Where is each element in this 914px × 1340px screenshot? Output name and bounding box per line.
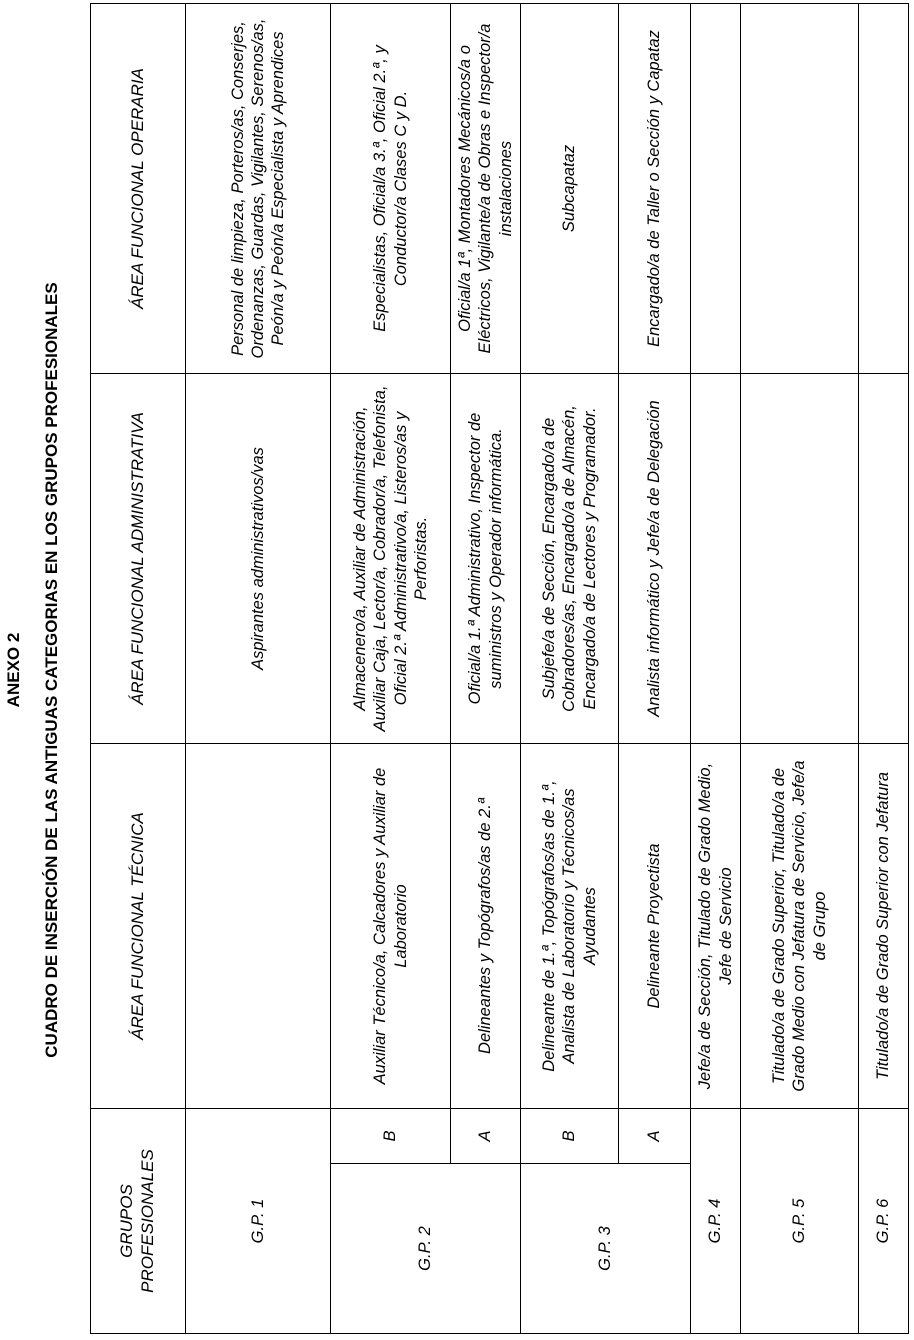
cell-gp2b-tecnica: Auxiliar Técnico/a, Calcadores y Auxiliar de Laboratorio [331,744,451,1109]
cell-gp4-tecnica: Jefe/a de Sección, Titulado de Grado Medio, Jefe de Servicio [691,744,741,1109]
header-operaria: ÁREA FUNCIONAL OPERARIA [91,4,186,374]
cell-gp2a-sub: A [451,1109,521,1164]
row-gp1 [186,4,331,1334]
cell-gp2b-administrativa: Almacenero/a, Auxiliar de Administración, Auxiliar Caja, Lector/a, Cobrador/a, Telefonista, Oficial 2.ª Administrativo/a, Listeros/as y Perforistas. [331,374,451,744]
cell-gp3a-operaria: Encargado/a de Taller o Sección y Capataz [619,4,691,374]
cell-gp1-group: G.P. 1 [186,1109,331,1334]
header-tecnica: ÁREA FUNCIONAL TÉCNICA [91,744,186,1109]
cell-gp1-tecnica [186,744,331,1109]
cell-gp3b-administrativa: Subjefe/a de Sección, Encargado/a de Cobradores/as, Encargado/a de Almacén, Encargado/a de Lectores y Programador. [521,374,619,744]
cell-gp6-group: G.P. 6 [859,1109,909,1334]
row-gp4 [691,4,741,1334]
cell-gp1-administrativa: Aspirantes administrativos/vas [186,374,331,744]
categories-table [90,3,909,1334]
annex-title: ANEXO 2 [4,632,23,708]
cell-gp3b-tecnica: Delineante de 1.ª, Topógrafos/as de 1.ª, Analista de Laboratorio y Técnicos/as Ayudantes [521,744,619,1109]
cell-gp2-group: G.P. 2 [331,1164,521,1334]
cell-gp3b-sub: B [521,1109,619,1164]
header-groups: GRUPOS PROFESIONALES [91,1109,186,1334]
cell-gp5-administrativa [741,374,859,744]
cell-gp6-administrativa [859,374,909,744]
cell-gp4-group: G.P. 4 [691,1109,741,1334]
row-gp2b [331,4,451,1334]
cell-gp3b-operaria: Subcapataz [521,4,619,374]
header-row [91,4,186,1334]
cell-gp5-group: G.P. 5 [741,1109,859,1334]
row-gp6 [859,4,909,1334]
cell-gp4-operaria [691,4,741,374]
cell-gp1-operaria: Personal de limpieza, Porteros/as, Conserjes, Ordenanzas, Guardas, Vigilantes, Serenos/as, Peón/a y Peón/a Especialista y Aprendices [186,4,331,374]
cell-gp3-group: G.P. 3 [521,1164,691,1334]
row-gp2a [451,4,521,1334]
cell-gp3a-sub: A [619,1109,691,1164]
cell-gp2b-operaria: Especialistas, Oficial/a 3.ª, Oficial 2.ª, y Conductor/a Clases C y D. [331,4,451,374]
cell-gp5-operaria [741,4,859,374]
cell-gp5-tecnica: Titulado/a de Grado Superior, Titulado/a de Grado Medio con Jefatura de Servicio, Jefe/a de Grupo [741,744,859,1109]
row-gp5 [741,4,859,1334]
cell-gp3a-tecnica: Delineante Proyectista [619,744,691,1109]
cell-gp2a-administrativa: Oficial/a 1.ª Administrativo, Inspector de suministros y Operador informática. [451,374,521,744]
cell-gp6-tecnica: Titulado/a de Grado Superior con Jefatura [859,744,909,1109]
row-gp3b [521,4,619,1334]
cell-gp6-operaria [859,4,909,374]
cell-gp2b-sub: B [331,1109,451,1164]
table-title: CUADRO DE INSERCIÓN DE LAS ANTIGUAS CATEGORIAS EN LOS GRUPOS PROFESIONALES [42,282,61,1058]
header-administrativa: ÁREA FUNCIONAL ADMINISTRATIVA [91,374,186,744]
cell-gp2a-tecnica: Delineantes y Topógrafos/as de 2.ª [451,744,521,1109]
cell-gp2a-operaria: Oficial/a 1ª, Montadores Mecánicos/a o Eléctricos, Vigilante/a de Obras e Inspector/a instalaciones [451,4,521,374]
cell-gp4-administrativa [691,374,741,744]
cell-gp3a-administrativa: Analista informático y Jefe/a de Delegación [619,374,691,744]
row-gp3a [619,4,691,1334]
